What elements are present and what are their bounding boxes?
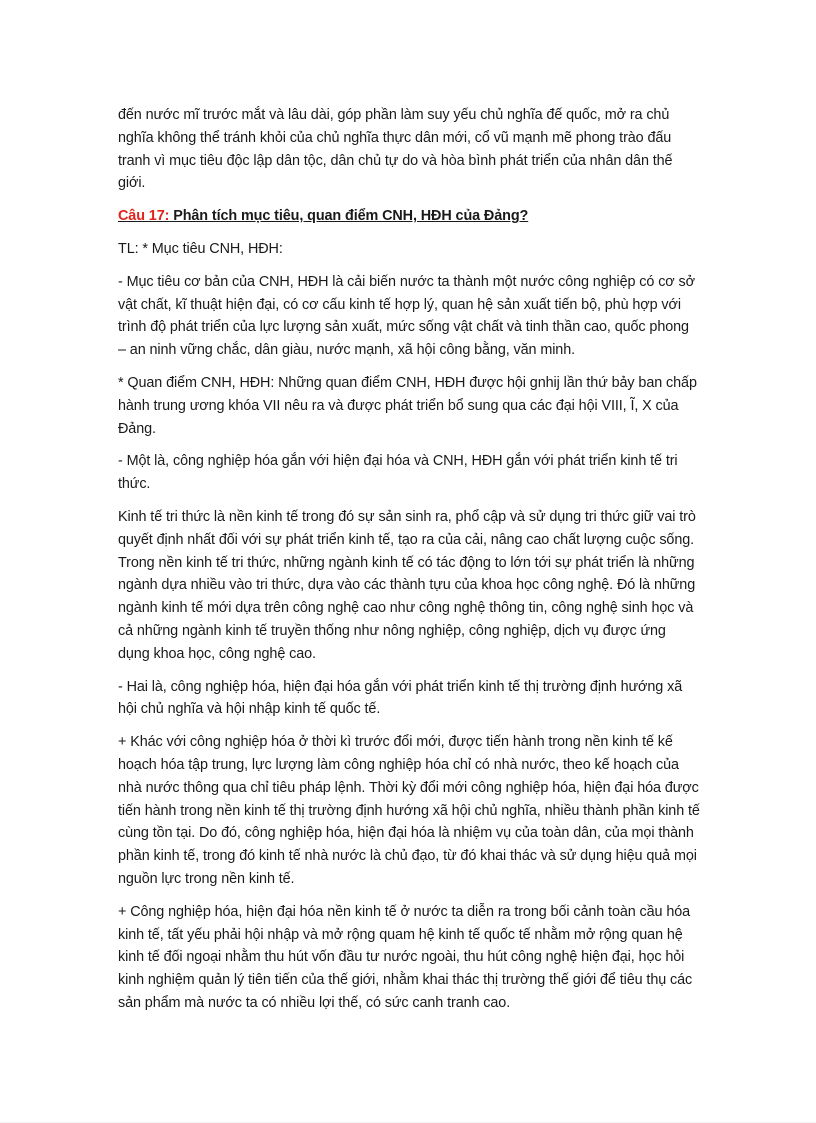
paragraph-viewpoint: * Quan điểm CNH, HĐH: Những quan điểm CNH, HĐH được hội gnhij lần thứ bảy ban chấp hành trung ương khóa VII nêu ra và được phát triển bổ sung qua các đại hội VIII, Ĩ, X của Đảng. <box>118 374 697 437</box>
question-heading <box>118 205 700 228</box>
question-number: Câu 17: <box>118 208 170 225</box>
paragraph-point-one: - Một là, công nghiệp hóa gắn với hiện đại hóa và CNH, HĐH gắn với phát triển kinh tế tri thức. <box>118 453 678 493</box>
paragraph-point-two: - Hai là, công nghiệp hóa, hiện đại hóa gắn với phát triển kinh tế thị trường định hướng xã hội chủ nghĩa và hội nhập kinh tế quốc tế. <box>118 678 683 718</box>
paragraph-before-renovation: + Khác với công nghiệp hóa ở thời kì trước đổi mới, được tiến hành trong nền kinh tế kế hoạch hóa tập trung, lực lượng làm công nghiệp hóa chỉ có nhà nước, theo kế hoạch của nhà nước thông qua chỉ tiêu pháp lệnh. Thời kỳ đổi mới công nghiệp hóa, hiện đại hóa được tiến hành trong nền kinh tế thị trường định hướng xã hội chủ nghĩa, nhiều thành phần kinh tế cùng tồn tại. Do đó, công nghiệp hóa, hiện đại hóa là nhiệm vụ của toàn dân, của mọi thành phần kinh tế, trong đó kinh tế nhà nước là chủ đạo, từ đó khai thác và sử dụng hiệu quả mọi nguồn lực trong nền kinh tế. <box>118 734 700 887</box>
paragraph-objective: - Mục tiêu cơ bản của CNH, HĐH là cải biến nước ta thành một nước công nghiệp có cơ sở vật chất, kĩ thuật hiện đại, có cơ cấu kinh tế hợp lý, quan hệ sản xuất tiến bộ, phù hợp với trình độ phát triển của lực lượng sản xuất, mức sống vật chất và tinh thần cao, quốc phong – an ninh vững chắc, dân giàu, nước mạnh, xã hội công bằng, văn minh. <box>118 273 695 359</box>
question-title: Phân tích mục tiêu, quan điểm CNH, HĐH của Đảng? <box>169 208 529 225</box>
paragraph-intro: đến nước mĩ trước mắt và lâu dài, góp phần làm suy yếu chủ nghĩa đế quốc, mở ra chủ nghĩa không thể tránh khỏi của chủ nghĩa thực dân mới, cổ vũ mạnh mẽ phong trào đấu tranh vì mục tiêu độc lập dân tộc, dân chủ tự do và hòa bình phát triển của nhân dân thế giới. <box>118 107 673 192</box>
paragraph-knowledge-economy: Kinh tế tri thức là nền kinh tế trong đó sự sản sinh ra, phổ cập và sử dụng tri thức giữ vai trò quyết định nhất đối với sự phát triển kinh tế, tạo ra của cải, nâng cao chất lượng cuộc sống. Trong nền kinh tế tri thức, những ngành kinh tế có tác động to lớn tới sự phát triển là những ngành dựa nhiều vào tri thức, dựa vào các thành tựu của khoa học công nghệ. Đó là những ngành kinh tế mới dựa trên công nghệ cao như công nghệ thông tin, công nghệ sinh học và cả những ngành kinh tế truyền thống như nông nghiệp, công nghiệp, dịch vụ được ứng dụng khoa học, công nghệ cao. <box>118 508 696 662</box>
paragraph-globalization: + Công nghiệp hóa, hiện đại hóa nền kinh tế ở nước ta diễn ra trong bối cảnh toàn cầu hóa kinh tế, tất yếu phải hội nhập và mở rộng quam hệ kinh tế quốc tế nhằm mở rộng quan hệ kinh tế đối ngoại nhằm thu hút vốn đầu tư nước ngoài, thu hút công nghệ hiện đại, học hỏi kinh nghiệm quản lý tiên tiến của thế giới, nhằm khai thác thị trường thế giới để tiêu thụ các sản phẩm mà nước ta có nhiều lợi thế, có sức canh tranh cao. <box>118 903 693 1011</box>
document-page <box>118 104 700 1025</box>
paragraph-answer-label: TL: * Mục tiêu CNH, HĐH: <box>118 240 283 257</box>
